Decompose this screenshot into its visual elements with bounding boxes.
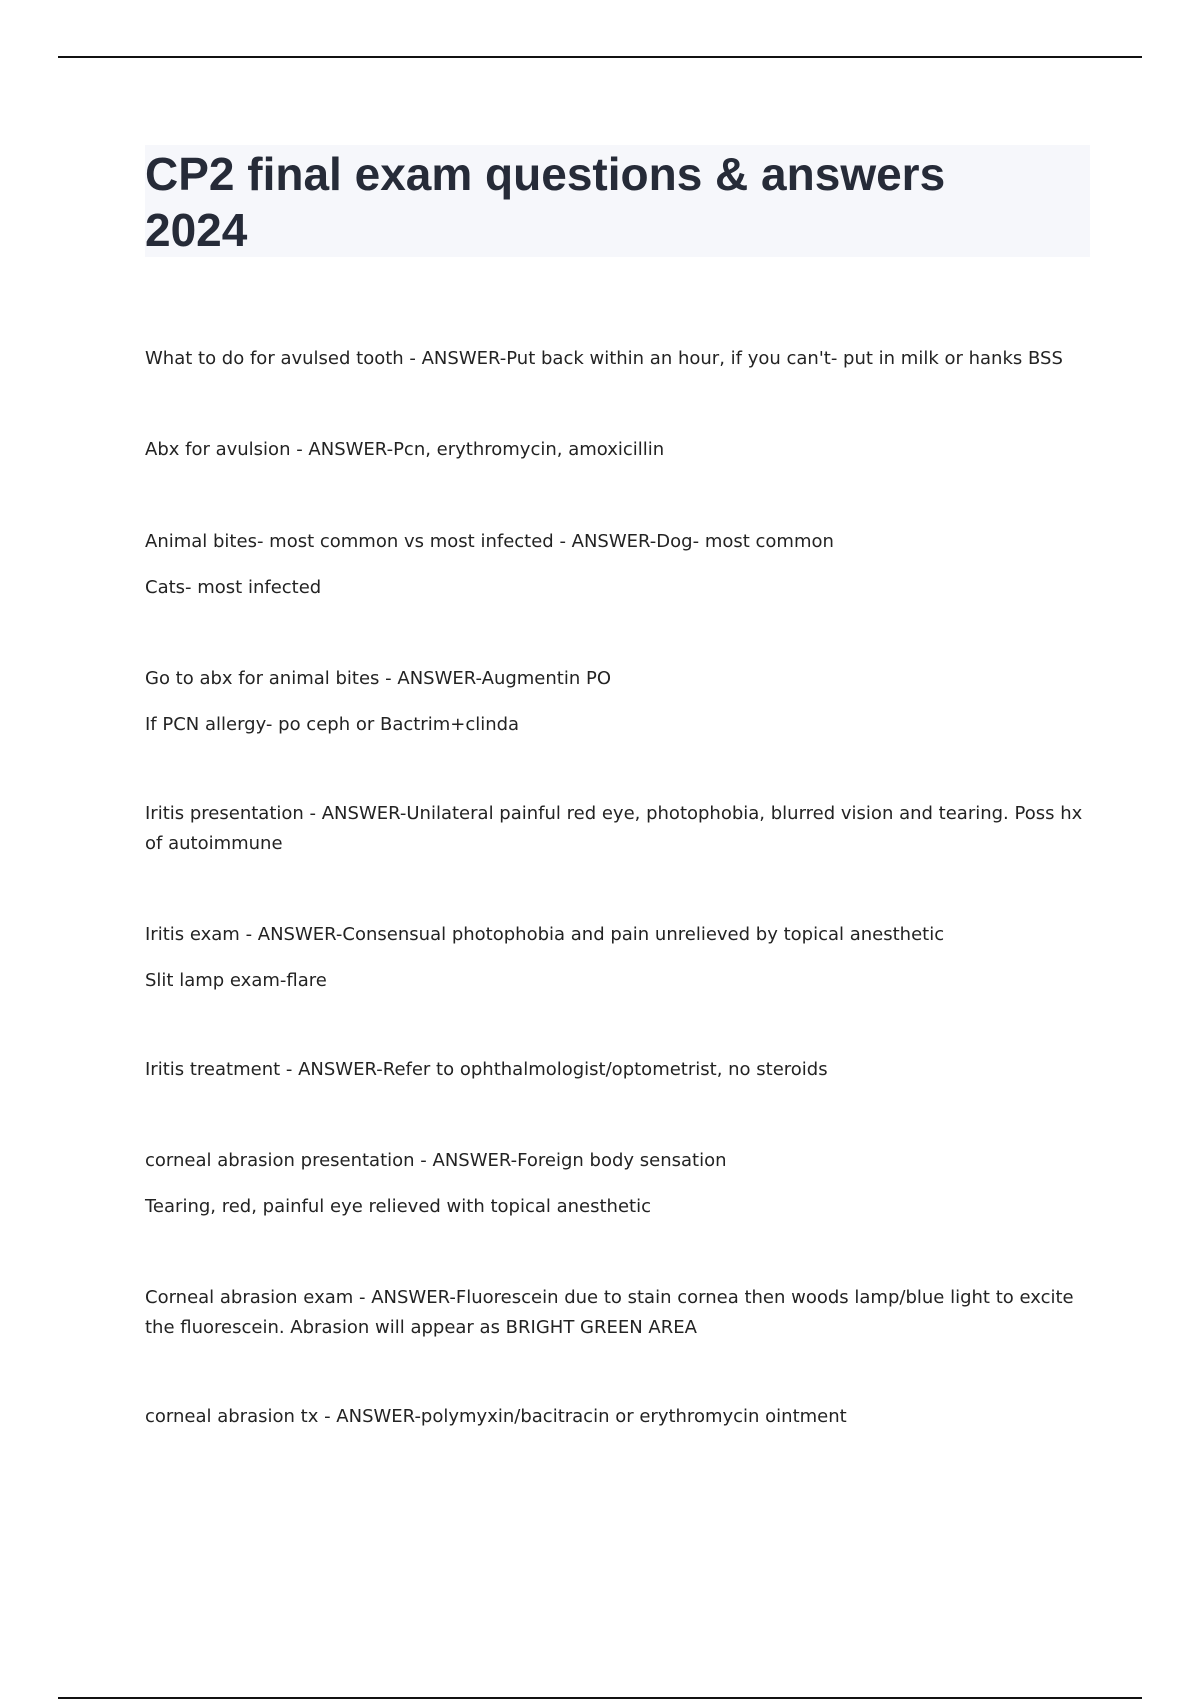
qa-line: Tearing, red, painful eye relieved with topical anesthetic bbox=[145, 1196, 651, 1217]
qa-line: corneal abrasion presentation - ANSWER-Foreign body sensation bbox=[145, 1150, 727, 1171]
qa-item bbox=[145, 920, 1090, 996]
qa-line: Iritis exam - ANSWER-Consensual photophobia and pain unrelieved by topical anesthetic bbox=[145, 924, 945, 945]
qa-line: If PCN allergy- po ceph or Bactrim+clinda bbox=[145, 714, 520, 735]
top-rule bbox=[58, 56, 1142, 58]
page-title: CP2 final exam questions & answers 2024 bbox=[145, 148, 946, 256]
qa-item bbox=[145, 1283, 1090, 1343]
qa-line: Iritis treatment - ANSWER-Refer to ophthalmologist/optometrist, no steroids bbox=[145, 1059, 828, 1080]
qa-item bbox=[145, 799, 1090, 859]
qa-item bbox=[145, 1146, 1090, 1222]
qa-item bbox=[145, 435, 1090, 465]
qa-line: Iritis presentation - ANSWER-Unilateral painful red eye, photophobia, blurred vision and tearing. Poss hx of autoimmune bbox=[145, 803, 1083, 854]
bottom-rule bbox=[58, 1697, 1142, 1699]
qa-line: Cats- most infected bbox=[145, 577, 322, 598]
qa-item bbox=[145, 527, 1090, 603]
qa-line: Abx for avulsion - ANSWER-Pcn, erythromycin, amoxicillin bbox=[145, 439, 665, 460]
qa-line: What to do for avulsed tooth - ANSWER-Put back within an hour, if you can't- put in milk or hanks BSS bbox=[145, 348, 1063, 369]
qa-line: Go to abx for animal bites - ANSWER-Augmentin PO bbox=[145, 668, 612, 689]
qa-line: Corneal abrasion exam - ANSWER-Fluorescein due to stain cornea then woods lamp/blue light to excite the fluorescein. Abrasion will appear as BRIGHT GREEN AREA bbox=[145, 1287, 1074, 1338]
qa-line: Slit lamp exam-flare bbox=[145, 970, 327, 991]
qa-item bbox=[145, 344, 1090, 374]
qa-item bbox=[145, 1055, 1090, 1085]
qa-line: Animal bites- most common vs most infected - ANSWER-Dog- most common bbox=[145, 531, 834, 552]
qa-line: corneal abrasion tx - ANSWER-polymyxin/bacitracin or erythromycin ointment bbox=[145, 1406, 847, 1427]
qa-item bbox=[145, 664, 1090, 740]
qa-item bbox=[145, 1402, 1090, 1432]
